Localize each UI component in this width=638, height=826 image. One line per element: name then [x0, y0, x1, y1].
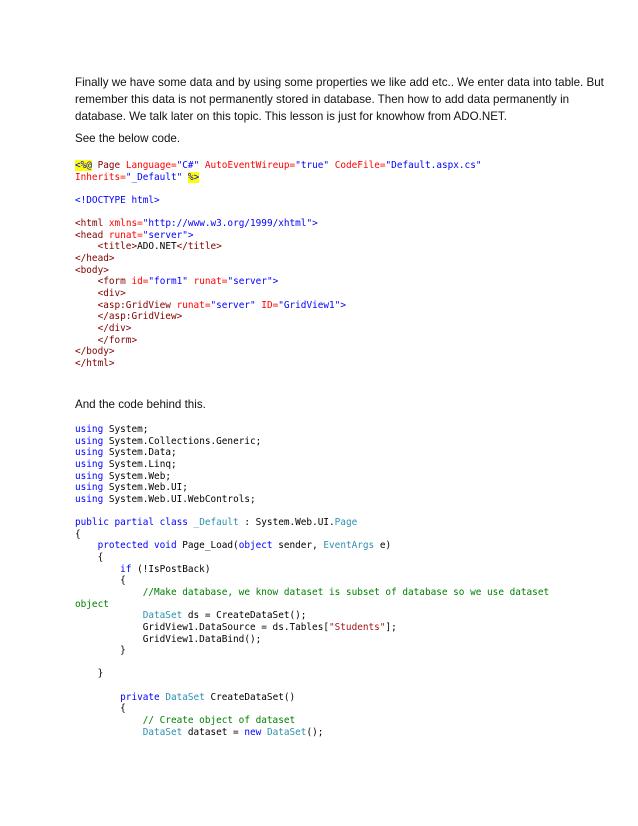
code-line: </head> [75, 253, 115, 265]
see-below-code-text: See the below code. [75, 132, 181, 145]
code-line: <title>ADO.NET</title> [97, 241, 222, 253]
code-line: if (!IsPostBack) [120, 563, 211, 575]
code-line: //Make database, we know dataset is subset of database so we use dataset [142, 586, 550, 598]
code-line: { [97, 552, 104, 564]
code-line: using System.Web.UI.WebControls; [75, 493, 256, 505]
code-line: using System.Linq; [75, 458, 177, 470]
code-line: } [120, 645, 126, 657]
code-line: public partial class _Default : System.Web.UI.Page [75, 517, 358, 529]
code-line: <%@ Page Language="C#" AutoEventWireup="true" CodeFile="Default.aspx.cs" [75, 160, 482, 171]
code-line: <body> [75, 264, 109, 276]
code-line: { [120, 703, 126, 715]
code-line: using System.Data; [75, 447, 177, 459]
code-line: using System.Web; [75, 470, 171, 482]
csharp-code-block [75, 424, 555, 738]
intro-paragraph [75, 74, 604, 126]
code-line: { [120, 575, 126, 587]
code-line: <!DOCTYPE html> [75, 194, 160, 206]
code-line: <html xmlns="http://www.w3.org/1999/xhtml"> [75, 218, 318, 230]
code-line: <head runat="server"> [75, 229, 194, 241]
code-line: using System; [75, 424, 149, 435]
code-line: DataSet ds = CreateDataSet(); [142, 610, 307, 622]
code-line: </form> [97, 334, 138, 346]
code-line: </html> [75, 357, 115, 369]
intro-line: Finally we have some data and by using some properties we like add etc.. We enter data into table. But [75, 76, 604, 89]
code-line: <div> [97, 288, 126, 300]
code-line: </div> [97, 322, 132, 334]
code-line: { [75, 528, 81, 540]
code-line: DataSet dataset = new DataSet(); [142, 726, 324, 738]
intro-line: database. We talk later on this topic. This lesson is just for knowhow from ADO.NET. [75, 110, 507, 124]
code-line: } [97, 668, 104, 680]
code-line: object [75, 598, 109, 610]
code-line: </asp:GridView> [97, 311, 183, 323]
code-line: // Create object of dataset [142, 715, 296, 727]
code-line: GridView1.DataBind(); [142, 633, 262, 645]
code-behind-label: And the code behind this. [75, 398, 206, 411]
code-line: protected void Page_Load(object sender, EventArgs e) [97, 540, 392, 552]
code-line: Inherits="_Default" %> [75, 171, 200, 183]
code-line: <asp:GridView runat="server" ID="GridView1"> [97, 299, 346, 311]
code-line: GridView1.DataSource = ds.Tables["Students"]; [142, 621, 397, 633]
intro-line: remember this data is not permanently stored in database. Then how to add data permanently in [75, 93, 570, 107]
code-line: using System.Web.UI; [75, 482, 188, 494]
code-line: </body> [75, 346, 115, 358]
aspx-code-block [75, 160, 555, 370]
code-line: private DataSet CreateDataSet() [120, 691, 296, 703]
code-line: <form id="form1" runat="server"> [97, 276, 279, 288]
code-line: using System.Collections.Generic; [75, 435, 262, 447]
